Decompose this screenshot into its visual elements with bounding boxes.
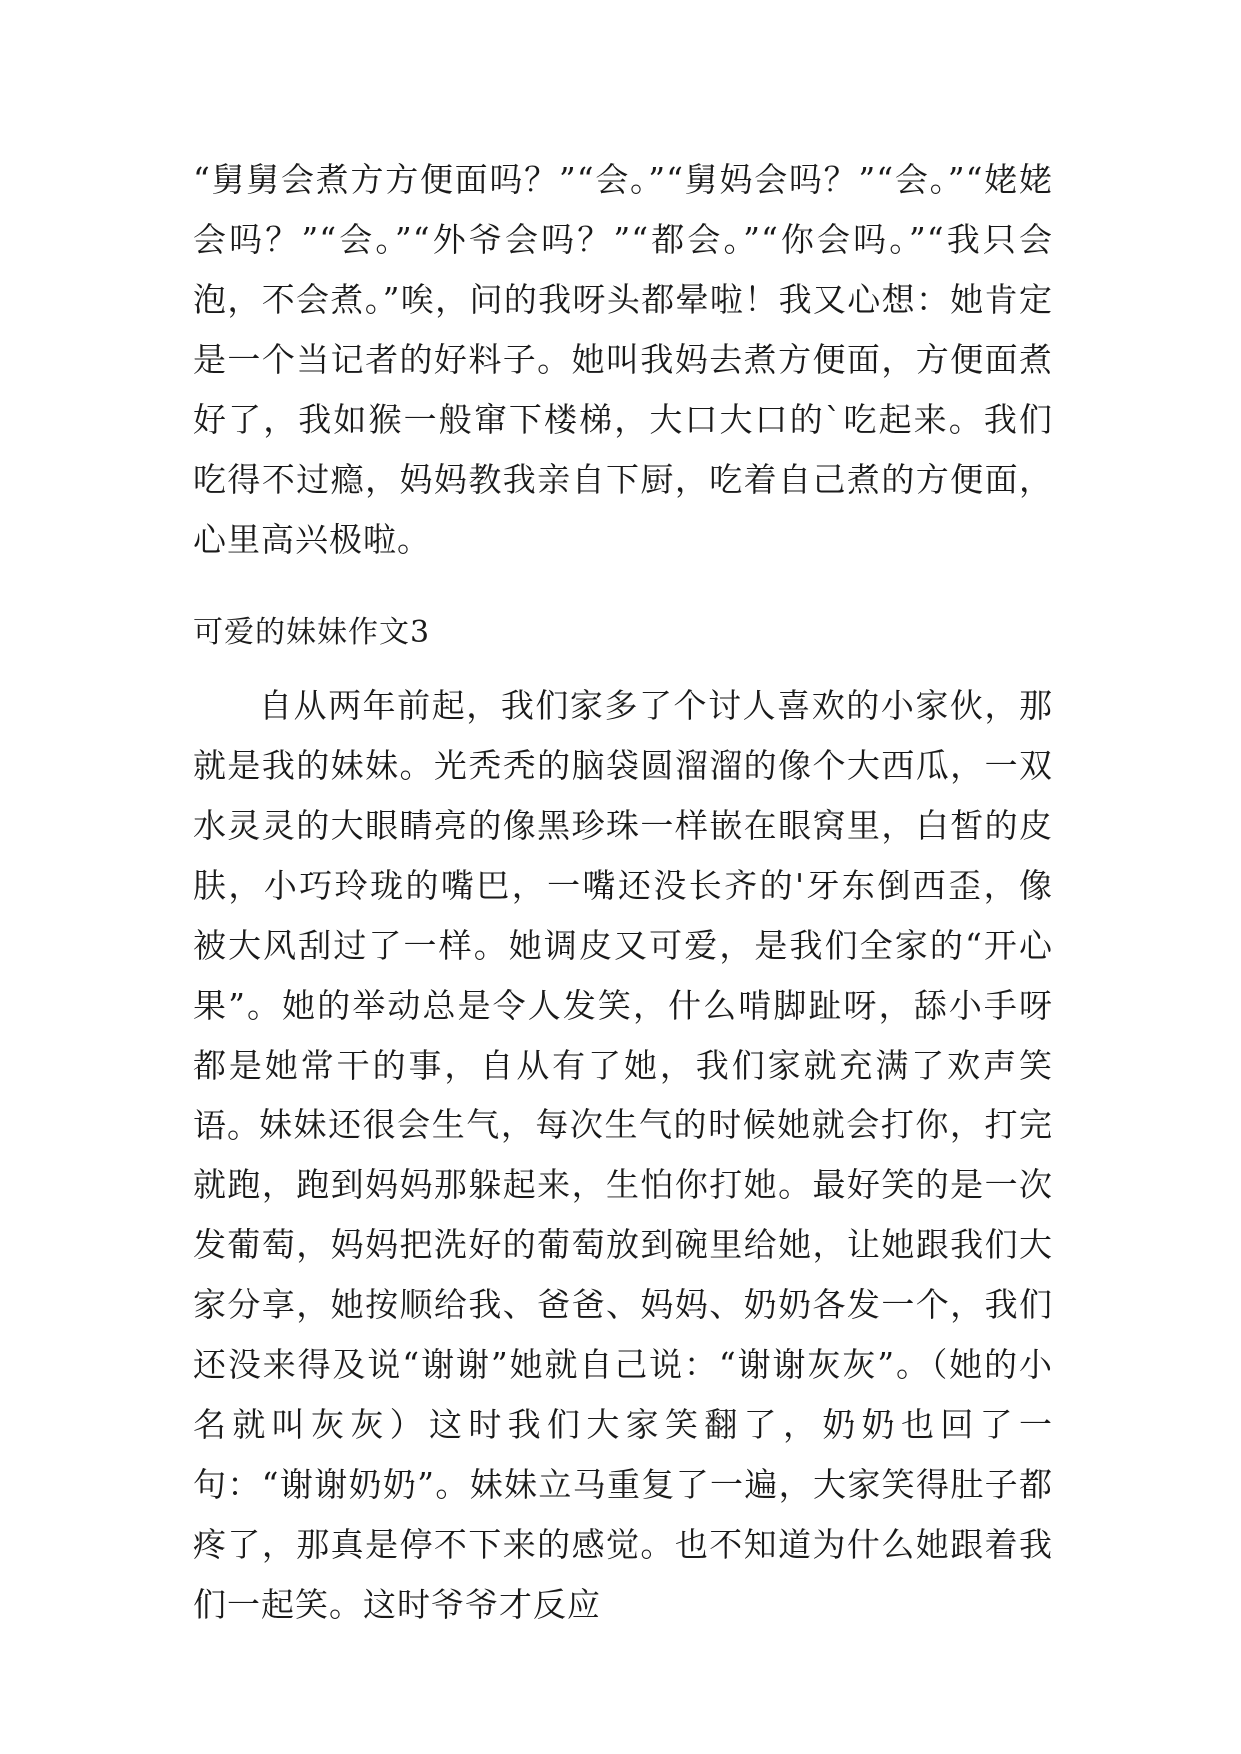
section-title: 可爱的妹妹作文3 [193,615,431,650]
intro-paragraph: “舅舅会煮方方便面吗？”“会。”“舅妈会吗？”“会。”“姥姥会吗？”“会。”“外爷会吗？”“都会。”“你会吗。”“我只会泡，不会煮。”唉，问的我呀头都晕啦！我又心想：她肯定是一个当记者的好料子。她叫我妈去煮方便面，方便面煮好了，我如猴一般窜下楼梯，大口大口的`吃起来。我们吃得不过瘾，妈妈教我亲自下厨，吃着自己煮的方便面，心里高兴极啦。 [193,160,1053,559]
body-paragraph-1: 自从两年前起，我们家多了个讨人喜欢的小家伙，那就是我的妹妹。光秃秃的脑袋圆溜溜的像个大西瓜，一双水灵灵的大眼睛亮的像黑珍珠一样嵌在眼窝里，白皙的皮肤，小巧玲珑的嘴巴，一嘴还没长齐的'牙东倒西歪，像被大风刮过了一样。她调皮又可爱，是我们全家的“开心果”。她的举动总是令人发笑，什么啃脚趾呀，舔小手呀都是她常干的事，自从有了她，我们家就充满了欢声笑语。 [193,686,1053,1145]
body-paragraph-2: 妹妹还很会生气，每次生气的时候她就会打你，打完就跑，跑到妈妈那躲起来，生怕你打她。最好笑的是一次发葡萄，妈妈把洗好的葡萄放到碗里给她，让她跟我们大家分享，她按顺给我、爸爸、妈妈、奶奶各发一个，我们还没来得及说“谢谢”她就自己说：“谢谢灰灰”。（她的小名就叫灰灰）这时我们大家笑翻了，奶奶也回了一句：“谢谢奶奶”。妹妹立马重复了一遍，大家笑得肚子都疼了，那真是停不下来的感觉。也不知道为什么她跟着我们一起笑。这时爷爷才反应 [193,1105,1053,1624]
